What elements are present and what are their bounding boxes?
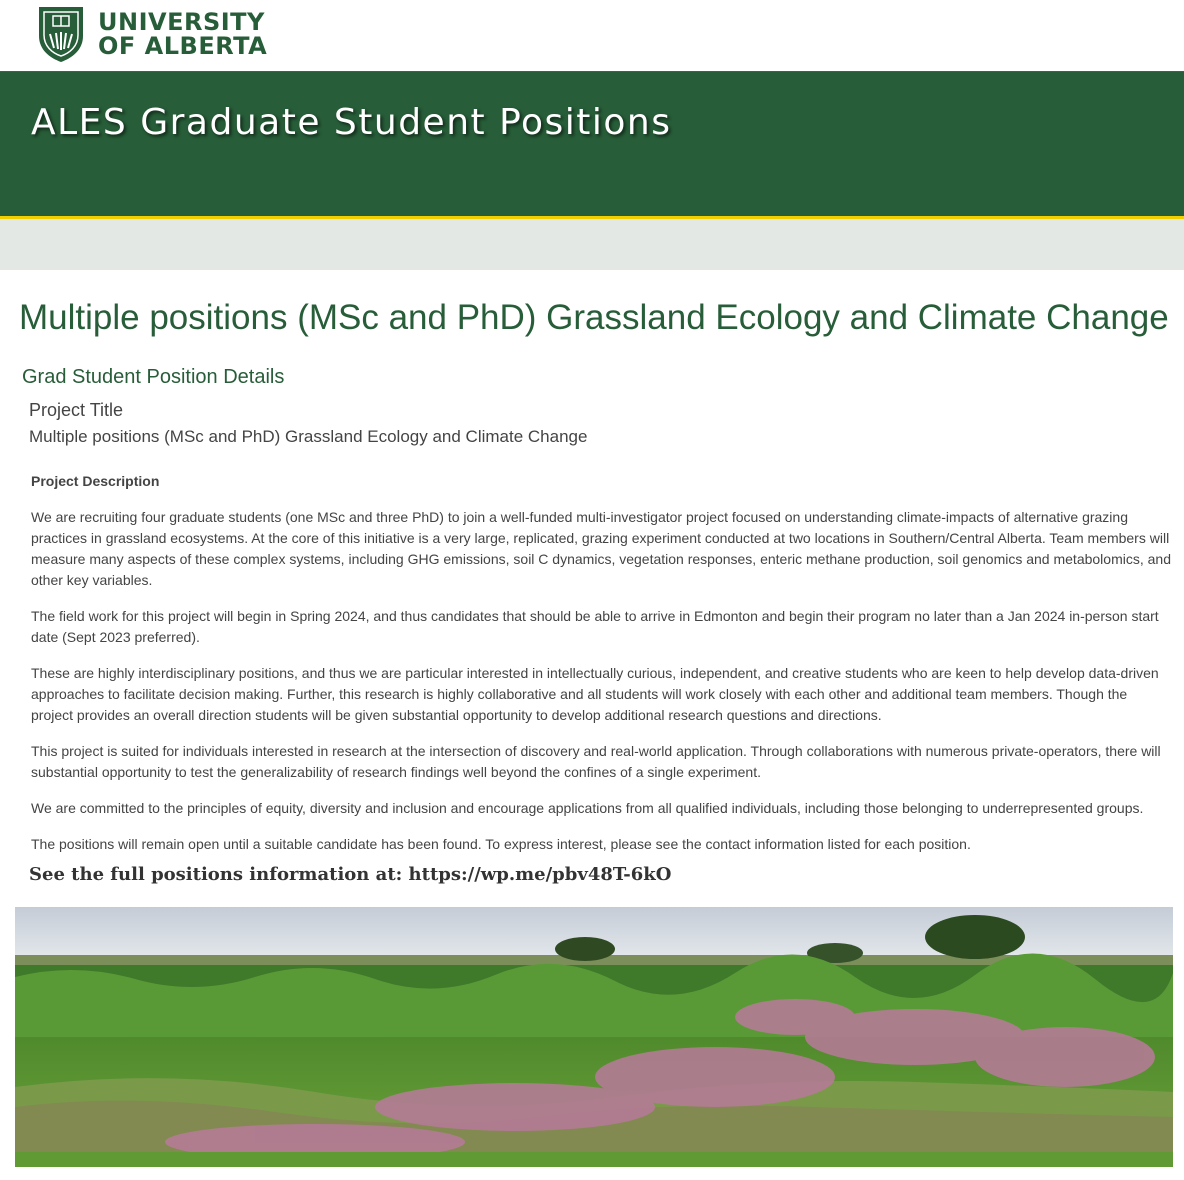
description-paragraph: We are recruiting four graduate students (one MSc and three PhD) to join a well-funded multi-investigator project focused on understanding climate-impacts of alternative grazing practices in grassland ecosystems. At the core of this initiative is a very large, replicated, grazing experiment conducted at two locations in Southern/Central Alberta. Team members will measure many aspects of these complex systems, including GHG emissions, soil C dynamics, vegetation responses, enteric methane production, soil genomics and metabolomics, and other key variables.: [31, 509, 1171, 588]
banner-title: ALES Graduate Student Positions: [31, 102, 672, 143]
page-title: Multiple positions (MSc and PhD) Grassland Ecology and Climate Change: [19, 298, 1169, 337]
logo-line1: UNIVERSITY: [98, 8, 265, 36]
project-title-label: Project Title: [29, 400, 124, 420]
top-bar: [0, 0, 1184, 72]
logo-wordmark: [98, 10, 267, 58]
grassland-photo: [15, 907, 1173, 1167]
project-description: [31, 471, 1171, 870]
university-logo[interactable]: [36, 4, 267, 64]
section-title: Grad Student Position Details: [22, 366, 285, 388]
description-paragraph: We are committed to the principles of equity, diversity and inclusion and encourage applications from all qualified individuals, including those belonging to underrepresented groups.: [31, 800, 1144, 816]
logo-line2: OF ALBERTA: [98, 32, 268, 60]
description-paragraph: These are highly interdisciplinary positions, and thus we are particular interested in intellectually curious, independent, and creative students who are keen to help develop data-driven approaches to facilitate decision making. Further, this research is highly collaborative and all students will work closely with each other and additional team members. Though the project provides an overall direction students will be given substantial opportunity to develop additional research questions and directions.: [31, 665, 1159, 723]
hero-banner: [0, 72, 1184, 219]
sub-navigation-band: [0, 219, 1184, 270]
description-paragraph: This project is suited for individuals interested in research at the intersection of discovery and real-world application. Through collaborations with numerous private-operators, there will substantial opportunity to test the generalizability of research findings well beyond the confines of a single experiment.: [31, 743, 1161, 780]
description-paragraph: The field work for this project will begin in Spring 2024, and thus candidates that should be able to arrive in Edmonton and begin their program no later than a Jan 2024 in-person start date (Sept 2023 preferred).: [31, 608, 1159, 645]
description-paragraph: The positions will remain open until a suitable candidate has been found. To express interest, please see the contact information listed for each position.: [31, 836, 971, 852]
project-title-value: Multiple positions (MSc and PhD) Grassland Ecology and Climate Change: [29, 427, 588, 446]
full-info-link[interactable]: See the full positions information at: https://wp.me/pbv48T-6kO: [29, 864, 672, 885]
shield-icon: [36, 4, 86, 64]
project-description-label: Project Description: [31, 473, 160, 489]
